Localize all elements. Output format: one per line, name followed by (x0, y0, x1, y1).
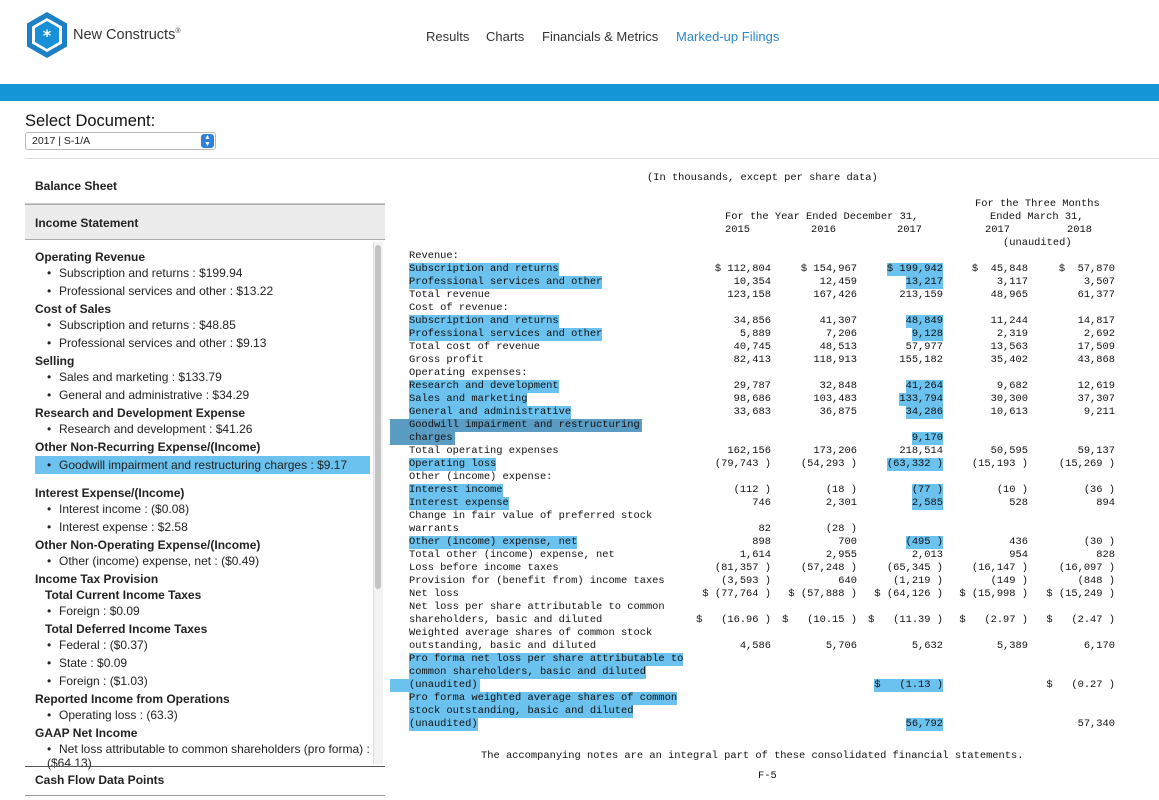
statement-value-cell[interactable]: 13,217 (905, 276, 943, 288)
bullet-icon: • (47, 458, 52, 472)
footer-note: The accompanying notes are an integral part of these consolidated financial statements. (481, 750, 1024, 762)
tree-item-label: State : $0.09 (59, 656, 128, 670)
bullet-icon: • (47, 554, 52, 568)
statement-row-label[interactable]: Professional services and other (409, 276, 603, 288)
tree-category-heading: Income Tax Provision (35, 572, 159, 586)
statement-value-cell: (79,743 ) (714, 458, 771, 470)
statement-row-label: Total cost of revenue (409, 341, 540, 353)
statement-value-cell: $ 112,804 (714, 263, 771, 275)
select-arrows-icon[interactable]: ▲ ▼ (201, 134, 214, 148)
statement-row-label: Net loss (409, 588, 459, 600)
statement-value-cell: 4,586 (739, 640, 771, 652)
statement-value-cell: (15,193 ) (971, 458, 1028, 470)
document-select[interactable] (25, 132, 216, 150)
tree-item[interactable] (47, 502, 189, 516)
statement-value-cell: (3,593 ) (721, 575, 771, 587)
scrollbar-thumb[interactable] (375, 245, 381, 589)
statement-value-cell: 29,787 (733, 380, 771, 392)
tree-category-heading: Operating Revenue (35, 250, 146, 264)
statement-value-cell: (10 ) (996, 484, 1028, 496)
statement-value-cell[interactable]: 9,170 (911, 432, 943, 444)
tree-category-heading: Other Non-Recurring Expense/(Income) (35, 440, 261, 454)
statement-value-cell: 12,459 (819, 276, 857, 288)
tree-item[interactable] (47, 422, 252, 436)
statement-value-cell: $ (77,764 ) (702, 588, 771, 600)
tree-item[interactable] (47, 388, 249, 402)
bullet-icon: • (47, 370, 52, 384)
statement-value-cell: (28 ) (825, 523, 857, 535)
statement-value-cell: 57,977 (905, 341, 943, 353)
statement-value-cell: 3,117 (996, 276, 1028, 288)
tree-category-heading: Total Current Income Taxes (45, 588, 202, 602)
tree-item-label: Other (income) expense, net : ($0.49) (59, 554, 260, 568)
statement-row-label[interactable]: (unaudited) (390, 679, 480, 692)
tree-item-label: Federal : ($0.37) (59, 638, 148, 652)
statement-row-label: Total other (income) expense, net (409, 549, 615, 561)
statement-value-cell: 118,913 (813, 354, 857, 366)
statement-value-cell: 123,158 (727, 289, 771, 301)
statement-value-cell: 32,848 (819, 380, 857, 392)
statement-value-cell: 98,686 (733, 393, 771, 405)
statement-value-cell: $ (57,888 ) (788, 588, 857, 600)
statement-row-label[interactable]: (unaudited) (409, 718, 478, 730)
tree-item-selected[interactable] (35, 456, 370, 474)
statement-value-cell: 2,692 (1083, 328, 1115, 340)
tree-category-heading: Research and Development Expense (35, 406, 246, 420)
statement-value-cell: 50,595 (990, 445, 1028, 457)
brand-text: New Constructs (73, 27, 176, 43)
statement-value-cell[interactable]: $ (1.13 ) (874, 679, 943, 691)
tree-item-label: Foreign : ($1.03) (59, 674, 148, 688)
nav-financials-metrics[interactable]: Financials & Metrics (542, 29, 659, 44)
statement-row-label: Weighted average shares of common stock (409, 627, 653, 639)
statement-value-cell: 5,389 (996, 640, 1028, 652)
bullet-icon: • (47, 638, 52, 652)
bullet-icon: • (47, 742, 52, 756)
statement-row-label: outstanding, basic and diluted (409, 640, 597, 652)
tree-item-label: Subscription and returns : $48.85 (59, 318, 236, 332)
statement-value-cell: 33,683 (733, 406, 771, 418)
marked-up-filing-document (388, 170, 1159, 800)
tree-item[interactable] (47, 318, 236, 332)
statement-value-cell: $ (0.27 ) (1046, 679, 1115, 691)
tree-category-heading: Cost of Sales (35, 302, 112, 316)
statement-value-cell: $ (16.96 ) (696, 614, 771, 626)
statement-row-label[interactable]: common shareholders, basic and diluted (409, 666, 646, 678)
svg-text:*: * (42, 26, 52, 45)
statement-row-label: Gross profit (409, 354, 484, 366)
statement-row-label: Provision for (benefit from) income taxes (409, 575, 665, 587)
statement-value-cell: 2,319 (996, 328, 1028, 340)
statement-row-label: Net loss per share attributable to common (409, 601, 665, 613)
column-year-header: 2016 (811, 224, 836, 236)
statement-value-cell: 436 (1009, 536, 1028, 548)
tree-category-heading: Reported Income from Operations (35, 692, 230, 706)
statement-row-label: Total revenue (409, 289, 491, 301)
statement-value-cell: $ 154,967 (800, 263, 857, 275)
statement-row-label[interactable]: Pro forma weighted average shares of common (409, 692, 678, 704)
statement-row-label: Operating expenses: (409, 367, 528, 379)
bullet-icon: • (47, 502, 52, 516)
statement-value-cell: 41,307 (819, 315, 857, 327)
statement-value-cell: $ (11.39 ) (868, 614, 943, 626)
statement-value-cell: 103,483 (813, 393, 857, 405)
statement-row-label: shareholders, basic and diluted (409, 614, 603, 626)
tree-category-heading: GAAP Net Income (35, 726, 138, 740)
bullet-icon: • (47, 318, 52, 332)
tree-item[interactable] (47, 638, 148, 652)
statement-value-cell: $ (64,126 ) (874, 588, 943, 600)
bullet-icon: • (47, 520, 52, 534)
statement-value-cell: 2,013 (911, 549, 943, 561)
tree-category-heading: Total Deferred Income Taxes (45, 622, 208, 636)
statement-value-cell: (54,293 ) (800, 458, 857, 470)
statement-row-label: Revenue: (409, 250, 459, 262)
tree-item[interactable] (47, 708, 178, 722)
statement-value-cell: $ (15,249 ) (1046, 588, 1115, 600)
tree-category-heading: Selling (35, 354, 75, 368)
statement-value-cell: 6,170 (1083, 640, 1115, 652)
unaudited-header: (unaudited) (1003, 237, 1072, 249)
statement-value-cell: (149 ) (990, 575, 1028, 587)
bullet-icon: • (47, 604, 52, 618)
statement-value-cell: 35,402 (990, 354, 1028, 366)
statement-row-label: Total operating expenses (409, 445, 559, 457)
select-document-title: Select Document: (25, 112, 156, 130)
tree-item[interactable] (47, 370, 222, 384)
statement-value-cell: 167,426 (813, 289, 857, 301)
tree-item-label: Goodwill impairment and restructuring charges : $9.17 (59, 458, 348, 472)
statement-value-cell: 700 (838, 536, 857, 548)
bullet-icon: • (47, 284, 52, 298)
statement-row-label: Change in fair value of preferred stock (409, 510, 653, 522)
tree-item-label: Interest expense : $2.58 (59, 520, 188, 534)
statement-value-cell: (15,269 ) (1058, 458, 1115, 470)
tree-item-label: Professional services and other : $9.13 (59, 336, 267, 350)
statement-row-label[interactable]: Professional services and other (409, 328, 603, 340)
statement-value-cell: (848 ) (1077, 575, 1115, 587)
three-months-header-2: Ended March 31, (990, 211, 1084, 223)
statement-value-cell: 9,682 (996, 380, 1028, 392)
tree-item-label: Subscription and returns : $199.94 (59, 266, 243, 280)
statement-value-cell: 7,206 (825, 328, 857, 340)
statement-value-cell: 30,300 (990, 393, 1028, 405)
statement-row-label[interactable]: Research and development (409, 380, 559, 392)
statement-value-cell[interactable]: 48,849 (905, 315, 943, 327)
bullet-icon: • (47, 388, 52, 402)
statement-value-cell: 10,613 (990, 406, 1028, 418)
statement-row-label[interactable]: Subscription and returns (409, 263, 559, 275)
statement-value-cell: 48,965 (990, 289, 1028, 301)
tree-category-heading: Interest Expense/(Income) (35, 486, 185, 500)
statement-value-cell: 5,706 (825, 640, 857, 652)
statement-value-cell: 954 (1009, 549, 1028, 561)
statement-value-cell: 5,889 (739, 328, 771, 340)
statement-value-cell: 48,513 (819, 341, 857, 353)
sidebar (25, 170, 385, 800)
statement-value-cell: 9,211 (1083, 406, 1115, 418)
statement-value-cell: 5,632 (911, 640, 943, 652)
tree-item[interactable] (47, 604, 140, 618)
statement-value-cell: 59,137 (1077, 445, 1115, 457)
bullet-icon: • (47, 266, 52, 280)
statement-value-cell: 11,244 (990, 315, 1028, 327)
statement-value-cell: (18 ) (825, 484, 857, 496)
statement-value-cell: 173,206 (813, 445, 857, 457)
column-year-header: 2017 (897, 224, 922, 236)
statement-value-cell: 162,156 (727, 445, 771, 457)
statement-value-cell: 36,875 (819, 406, 857, 418)
statement-value-cell: $ (2.97 ) (959, 614, 1028, 626)
tree-item-label: Foreign : $0.09 (59, 604, 140, 618)
statement-value-cell: 1,614 (739, 549, 771, 561)
statement-value-cell: $ (10.15 ) (782, 614, 857, 626)
tree-item[interactable] (47, 520, 188, 534)
three-months-header-1: For the Three Months (975, 198, 1100, 210)
statement-value-cell: (57,248 ) (800, 562, 857, 574)
statement-value-cell[interactable]: 34,286 (905, 406, 943, 418)
statement-value-cell: 898 (752, 536, 771, 548)
statement-value-cell[interactable]: 133,794 (899, 393, 943, 405)
statement-value-cell: 10,354 (733, 276, 771, 288)
statement-value-cell: (30 ) (1083, 536, 1115, 548)
statement-value-cell: $ 57,870 (1058, 263, 1115, 275)
statement-value-cell: 213,159 (899, 289, 943, 301)
statement-row-label[interactable]: Sales and marketing (409, 393, 528, 405)
year-ended-header: For the Year Ended December 31, (725, 211, 919, 223)
statement-value-cell: (16,147 ) (971, 562, 1028, 574)
statement-value-cell: 894 (1096, 497, 1115, 509)
statement-value-cell: (112 ) (733, 484, 771, 496)
new-constructs-logo-icon[interactable] (25, 11, 69, 59)
nav-results[interactable]: Results (426, 29, 470, 44)
statement-value-cell[interactable]: (63,332 ) (886, 458, 943, 470)
statement-value-cell: 13,563 (990, 341, 1028, 353)
bullet-icon: • (47, 708, 52, 722)
section-income-statement[interactable]: Income Statement (25, 204, 385, 240)
income-statement-tree (25, 248, 375, 770)
tree-item[interactable] (47, 674, 148, 688)
statement-value-cell: (65,345 ) (886, 562, 943, 574)
bullet-icon: • (47, 336, 52, 350)
statement-row-label[interactable]: Pro forma net loss per share attributable to (409, 653, 684, 665)
statement-value-cell: 40,745 (733, 341, 771, 353)
tree-category-heading: Other Non-Operating Expense/(Income) (35, 538, 261, 552)
tree-item[interactable] (47, 284, 273, 298)
statement-value-cell: 155,182 (899, 354, 943, 366)
statement-value-cell: 3,507 (1083, 276, 1115, 288)
tree-item-label: Sales and marketing : $133.79 (59, 370, 222, 384)
statement-row-label: Cost of revenue: (409, 302, 509, 314)
statement-row-label[interactable]: Other (income) expense, net (409, 536, 578, 548)
tree-item-label: Net loss attributable to common shareholders (pro forma) : ($64.13) (47, 742, 370, 770)
statement-value-cell[interactable]: (77 ) (911, 484, 943, 496)
column-year-header: 2018 (1067, 224, 1092, 236)
statement-value-cell: 640 (838, 575, 857, 587)
statement-value-cell: $ (15,998 ) (959, 588, 1028, 600)
statement-value-cell: $ 45,848 (971, 263, 1028, 275)
tree-item-label: Interest income : ($0.08) (59, 502, 190, 516)
units-note: (In thousands, except per share data) (647, 172, 878, 184)
statement-value-cell: (16,097 ) (1058, 562, 1115, 574)
statement-value-cell[interactable]: 9,128 (911, 328, 943, 340)
statement-row-label: Loss before income taxes (409, 562, 559, 574)
statement-row-label[interactable]: charges (390, 432, 455, 445)
statement-value-cell: (1,219 ) (893, 575, 943, 587)
statement-value-cell: 218,514 (899, 445, 943, 457)
statement-row-label[interactable]: Operating loss (409, 458, 497, 470)
sidebar-scrollbar[interactable] (373, 242, 383, 764)
statement-value-cell: 57,340 (1077, 718, 1115, 730)
statement-value-cell: (36 ) (1083, 484, 1115, 496)
statement-value-cell: 82 (758, 523, 771, 535)
statement-value-cell: 43,868 (1077, 354, 1115, 366)
statement-row-label[interactable]: Interest expense (409, 497, 509, 509)
tree-item[interactable] (47, 266, 242, 280)
tree-item-label: Research and development : $41.26 (59, 422, 253, 436)
tree-item-label: Professional services and other : $13.22 (59, 284, 274, 298)
brand-registered-mark: ® (175, 28, 181, 36)
statement-row-label: warrants (409, 523, 459, 535)
statement-value-cell[interactable]: (495 ) (905, 536, 943, 548)
statement-value-cell[interactable]: $ 199,942 (886, 263, 943, 275)
statement-value-cell: 37,307 (1077, 393, 1115, 405)
tree-item-label: Operating loss : (63.3) (59, 708, 178, 722)
statement-row-label[interactable]: General and administrative (409, 406, 572, 418)
statement-value-cell: 2,955 (825, 549, 857, 561)
tree-item[interactable] (47, 336, 266, 350)
column-year-header: 2015 (725, 224, 750, 236)
tree-item-label: General and administrative : $34.29 (59, 388, 250, 402)
statement-value-cell: 34,856 (733, 315, 771, 327)
statement-row-label[interactable]: Interest income (409, 484, 503, 496)
nav-charts[interactable]: Charts (486, 29, 525, 44)
statement-row-label[interactable]: Subscription and returns (409, 315, 559, 327)
statement-value-cell: 528 (1009, 497, 1028, 509)
tree-item[interactable] (47, 656, 127, 670)
section-cash-flow-data-points[interactable]: Cash Flow Data Points (25, 766, 385, 796)
statement-row-label[interactable]: stock outstanding, basic and diluted (409, 705, 634, 717)
divider (25, 158, 1159, 159)
statement-value-cell: (81,357 ) (714, 562, 771, 574)
statement-value-cell: 61,377 (1077, 289, 1115, 301)
tree-item[interactable] (47, 554, 259, 568)
nav-marked-up-filings[interactable]: Marked-up Filings (676, 29, 780, 44)
brand-name[interactable] (73, 27, 181, 43)
statement-value-cell: 828 (1096, 549, 1115, 561)
statement-value-cell: 14,817 (1077, 315, 1115, 327)
top-header (0, 0, 1159, 84)
bullet-icon: • (47, 422, 52, 436)
bullet-icon: • (47, 674, 52, 688)
statement-value-cell: 746 (752, 497, 771, 509)
statement-row-label[interactable]: Goodwill impairment and restructuring (390, 419, 642, 432)
document-select-value: 2017 | S-1/A (32, 135, 91, 147)
statement-row-label: Other (income) expense: (409, 471, 553, 483)
statement-value-cell: 12,619 (1077, 380, 1115, 392)
column-year-header: 2017 (985, 224, 1010, 236)
statement-value-cell[interactable]: 2,585 (911, 497, 943, 509)
statement-value-cell: 2,301 (825, 497, 857, 509)
statement-value-cell: 17,509 (1077, 341, 1115, 353)
statement-value-cell: $ (2.47 ) (1046, 614, 1115, 626)
section-balance-sheet[interactable]: Balance Sheet (25, 170, 385, 204)
header-accent-band (0, 84, 1159, 101)
bullet-icon: • (47, 656, 52, 670)
statement-value-cell: 82,413 (733, 354, 771, 366)
statement-value-cell[interactable]: 41,264 (905, 380, 943, 392)
page-number: F-5 (758, 770, 777, 782)
statement-value-cell[interactable]: 56,792 (905, 718, 943, 730)
